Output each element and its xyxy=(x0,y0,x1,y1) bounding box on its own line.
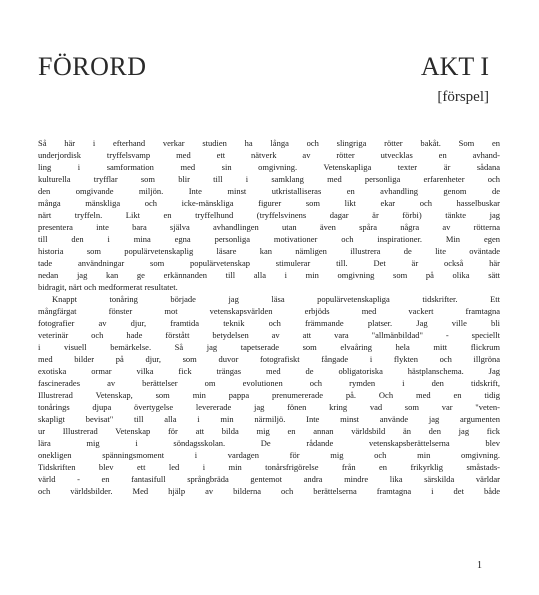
text-line: veterinär och hade förstått betydelsen av att vara "allmänbildad" - speciellt xyxy=(38,330,500,340)
text-line: exotiska ormar vilka fick trängas med de obligatoriska hästplanschema. Jag xyxy=(38,366,500,376)
text-line: lära mig i söndagsskolan. De rådande vetenskapsberättelserna blev xyxy=(38,438,500,448)
text-line: nedan jag kan ge erkännanden till alla i min omgivning som på olika sätt xyxy=(38,270,500,280)
text-line: Knappt tonåring började jag läsa populärvetenskapliga tidskrifter. Ett xyxy=(52,294,500,304)
paragraph-2 xyxy=(38,293,500,497)
text-line: många mänskliga och icke-mänskliga figurer som likt ekar och hasselbuskar xyxy=(38,198,500,208)
text-line: Illustrerad Vetenskap, som min pappa prenumererade på. Och med en tidig xyxy=(38,390,500,400)
text-line: skapligt bevisat" till alla i min närmiljö. Inte minst använde jag argumenten xyxy=(38,414,500,424)
act-subtitle: [förspel] xyxy=(437,89,489,105)
text-line: med bilder på djur, som duvor fotografiskt fångade i flykten och illgröna xyxy=(38,354,500,364)
paragraph-1 xyxy=(38,137,500,293)
text-line: mångfärgat fönster mot vetenskapsvärlden erbjöds med vackert framtagna xyxy=(38,306,500,316)
text-line: tade användningar som populärvetenskap stimulerar till. Det är också här xyxy=(38,258,500,268)
text-line: onekligen spänningsmoment i vardagen för mig och min omgivning. xyxy=(38,450,500,460)
text-line: i visuell bemärkelse. Så jag tapetserade som elvaåring hela mitt flickrum xyxy=(38,342,500,352)
text-line: den omgivande miljön. Inte minst utkristalliseras en avhandling genom de xyxy=(38,186,500,196)
text-line: underjordisk tryffelsvamp med ett nätverk av rötter utvecklas en avhand- xyxy=(38,150,500,160)
text-line: Så här i efterhand verkar studien ha långa och slingriga rötter bakåt. Som en xyxy=(38,138,500,148)
text-line: presentera inte bara själva avhandlingen utan även spåra några av rötterna xyxy=(38,222,500,232)
text-line: värld - en fantasifull språngbräda gentemot andra mindre lika särskilda världar xyxy=(38,474,500,484)
text-line: tonårings djupa övertygelse levererade jag fönen kring vad som var "veten- xyxy=(38,402,500,412)
text-line: bidragit, närt och medformerat resultatet. xyxy=(38,282,178,292)
text-line: fotografier av djur, framtida teknik och främmande platser. Jag ville bli xyxy=(38,318,500,328)
text-line: historia som populärvetenskaplig läsare kan nämligen illustrera de lite oväntade xyxy=(38,246,500,256)
text-line: kulturella tryfflar som blir till i samklang med personliga erfarenheter och xyxy=(38,174,500,184)
text-line: närt tryffeln. Likt en tryffelhund (tryffelsvinens dagar är förbi) tänkte jag xyxy=(38,210,500,220)
act-title: AKT I xyxy=(420,52,489,81)
text-line: och världsbilder. Med hjälp av bilderna och berättelserna framtagna i det både xyxy=(38,486,500,496)
page-number: 1 xyxy=(477,560,482,571)
body-text xyxy=(38,137,500,497)
chapter-title-forord: FÖRORD xyxy=(38,52,147,81)
text-line: Tidskriften blev ett led i min tonårsfrigörelse från en frikyrklig småstads- xyxy=(38,462,500,472)
text-line: till den i mina egna personliga motivationer och inspirationer. Min egen xyxy=(38,234,500,244)
text-line: fascinerades av berättelser om evolutionen och rymden i den tidskrift, xyxy=(38,378,500,388)
text-line: ling i samformation med sin omgivning. Vetenskapliga texter är sådana xyxy=(38,162,500,172)
text-line: ur Illustrerad Vetenskap för att bilda mig en annan världsbild än den jag fick xyxy=(38,426,500,436)
